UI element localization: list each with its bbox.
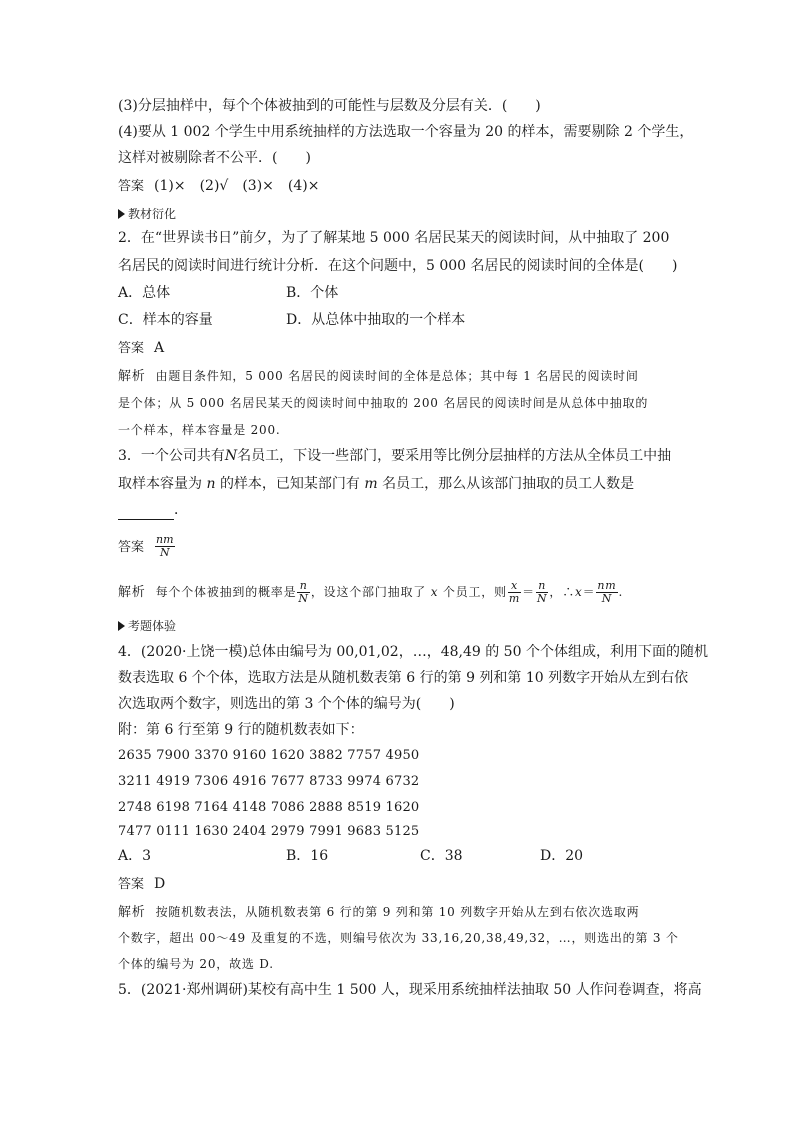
random-table-row: 3211 4919 7306 4916 7677 8733 9974 6732 (118, 774, 420, 789)
q2-option-b: B．个体 (286, 285, 339, 301)
answer-text: D (154, 876, 166, 892)
q2-solution-line1: 解析 由题目条件知，5 000 名居民的阅读时间的全体是总体；其中每 1 名居民的阅读时间 (118, 369, 639, 384)
q4-solution-line3: 个体的编号为 20，故选 D. (118, 957, 274, 971)
q3-answer (118, 534, 176, 559)
q4-table-intro: 附：第 6 行至第 9 行的随机数表如下： (118, 722, 364, 738)
q1-statement-4-line1: (4)要从 1 002 个学生中用系统抽样的方法选取一个容量为 20 的样本，需要剔除 2 个学生， (118, 124, 694, 140)
random-table-row: 2748 6198 7164 4148 7086 2888 8519 1620 (118, 800, 420, 815)
answer-label: 答案 (118, 179, 145, 194)
answer-text: A (154, 340, 165, 356)
solution-label: 解析 (118, 369, 146, 384)
triangle-marker-icon (118, 209, 125, 219)
solution-label: 解析 (118, 905, 146, 920)
triangle-marker-icon (118, 621, 125, 631)
q4-line2: 数表选取 6 个个体，选取方法是从随机数表第 6 行的第 9 列和第 10 列数字开始从左到右依 (118, 670, 689, 686)
q2-answer (118, 338, 164, 359)
q3-line1: 3．一个公司共有N名员工，下设一些部门，要采用等比例分层抽样的方法从全体员工中抽 (118, 448, 672, 464)
q3-line3: ． (118, 500, 188, 520)
q2-option-d: D．从总体中抽取的一个样本 (286, 312, 466, 328)
q4-line1: 4．(2020·上饶一模)总体由编号为 00,01,02，…，48,49 的 50 个个体组成，利用下面的随机 (118, 644, 708, 660)
q2-solution-line2: 是个体；从 5 000 名居民某天的阅读时间中抽取的 200 名居民的阅读时间是从总体中抽取的 (118, 396, 649, 410)
solution-label: 解析 (118, 585, 146, 600)
answer-text: (1)× (2)√ (3)× (4)× (154, 178, 320, 194)
answer-label: 答案 (118, 877, 145, 892)
answer-label: 答案 (118, 341, 145, 356)
q2-option-c: C．样本的容量 (118, 312, 213, 328)
answer-fraction: $\frac{nm}{N}$ (156, 533, 174, 559)
q4-answer (118, 874, 165, 895)
q4-option-a: A．3 (118, 848, 152, 864)
q4-option-b: B．16 (286, 848, 329, 864)
q1-statement-3: (3)分层抽样中，每个个体被抽到的可能性与层数及分层有关．( ) (118, 98, 541, 114)
q1-answer (118, 176, 319, 197)
q2-line2: 名居民的阅读时间进行统计分析．在这个问题中，5 000 名居民的阅读时间的全体是( ) (118, 258, 678, 274)
q4-solution-line2: 个数字，超出 00～49 及重复的不选，则编号依次为 33,16,20,38,49,32，…，则选出的第 3 个 (118, 931, 679, 945)
section-heading-exam: 考题体验 (118, 616, 176, 636)
q2-option-a: A．总体 (118, 285, 171, 301)
q3-line2: 取样本容量为 n 的样本，已知某部门有 m 名员工，那么从该部门抽取的员工人数是 (118, 476, 635, 492)
answer-blank (118, 503, 174, 520)
random-table-row: 7477 0111 1630 2404 2979 7991 9683 5125 (118, 824, 420, 839)
section-heading-textbook: 教材衍化 (118, 204, 176, 224)
q2-line1: 2．在“世界读书日”前夕，为了了解某地 5 000 名居民某天的阅读时间，从中抽取了 200 (118, 230, 670, 246)
q4-solution-line1: 解析 按随机数表法，从随机数表第 6 行的第 9 列和第 10 列数字开始从左到右依次选取两 (118, 905, 640, 920)
answer-label: 答案 (118, 539, 145, 555)
q3-solution: 解析 每个个体被抽到的概率是 $\frac{n}{N}$ ，设这个部门抽取了 x 个员工，则 $\frac{x}{m}$ ＝ $\frac{n}{N}$ ，∴x＝ $\frac{nm}{N}$ . (118, 579, 624, 605)
q4-line3: 次选取两个数字，则选出的第 3 个个体的编号为( ) (118, 696, 455, 712)
q4-option-d: D．20 (540, 848, 584, 864)
q2-solution-line3: 一个样本，样本容量是 200. (118, 423, 281, 437)
q5-line1: 5．(2021·郑州调研)某校有高中生 1 500 人，现采用系统抽样法抽取 50 人作问卷调查，将高 (118, 982, 702, 998)
random-table-row: 2635 7900 3370 9160 1620 3882 7757 4950 (118, 748, 420, 763)
q4-option-c: C．38 (420, 848, 463, 864)
q1-statement-4-line2: 这样对被剔除者不公平．( ) (118, 150, 311, 166)
